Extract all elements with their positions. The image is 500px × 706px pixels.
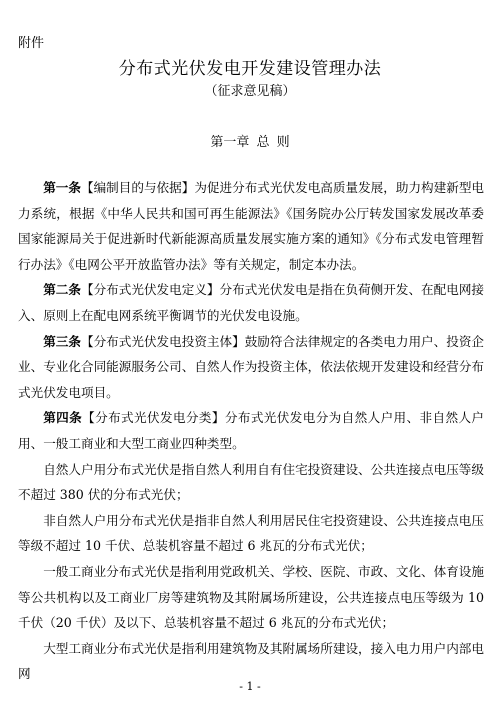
paragraph-household-natural-person: 自然人户用分布式光伏是指自然人利用自有住宅投资建设、公共连接点电压等级不超过 380 伏的分布式光伏；: [18, 461, 484, 503]
article-2: [18, 277, 484, 328]
paragraph-large-commercial: 大型工商业分布式光伏是指利用建筑物及其附属场所建设，接入电力用户内部电网: [18, 640, 484, 682]
article-number: 第四条: [43, 410, 83, 426]
article-text: 【分布式光伏发电定义】分布式光伏发电是指在负荷侧开发、在配电网接入、原则上在配电网系统平衡调节的光伏发电设施。: [18, 282, 485, 323]
article-1: [18, 175, 484, 277]
document-body: [18, 175, 484, 687]
article-number: 第一条: [43, 180, 81, 195]
article-3: [18, 329, 484, 406]
article-text: 【编制目的与依据】为促进分布式光伏发电高质量发展，助力构建新型电力系统，根据《中华人民共和国可再生能源法》《国务院办公厅转发国家发展改革委 国家能源局关于促进新时代新能源高质量发展实施方案的通知》《分布式发电管理暂行办法》《电网公平开放监管办法》等有关规定，制定本办法。: [18, 180, 485, 272]
article-4: [18, 405, 484, 456]
document-subtitle: （征求意见稿）: [204, 84, 296, 99]
article-number: 第三条: [43, 333, 81, 349]
attachment-label: 附件: [18, 36, 45, 51]
paragraph-general-commercial: 一般工商业分布式光伏是指利用党政机关、学校、医院、市政、文化、体育设施等公共机构以及工商业厂房等建筑物及其附属场所建设，公共连接点电压等级为 10 千伏（20 千伏）及以下、总装机容量不超过 6 兆瓦的分布式光伏；: [18, 563, 484, 631]
document-title: 分布式光伏发电开发建设管理办法: [118, 59, 382, 79]
article-text: 【分布式光伏发电投资主体】鼓励符合法律规定的各类电力用户、投资企业、专业化合同能源服务公司、自然人作为投资主体，依法依规开发建设和经营分布式光伏发电项目。: [18, 333, 485, 400]
page-number: - 1 -: [239, 680, 261, 693]
article-text: 【分布式光伏发电分类】分布式光伏发电分为自然人户用、非自然人户用、一般工商业和大型工商业四种类型。: [18, 410, 485, 451]
paragraph-household-non-natural-person: 非自然人户用分布式光伏是指非自然人利用居民住宅投资建设、公共连接点电压等级不超过 10 千伏、总装机容量不超过 6 兆瓦的分布式光伏；: [18, 512, 484, 554]
chapter-heading: 第一章 总 则: [210, 135, 290, 150]
article-number: 第二条: [43, 282, 81, 298]
